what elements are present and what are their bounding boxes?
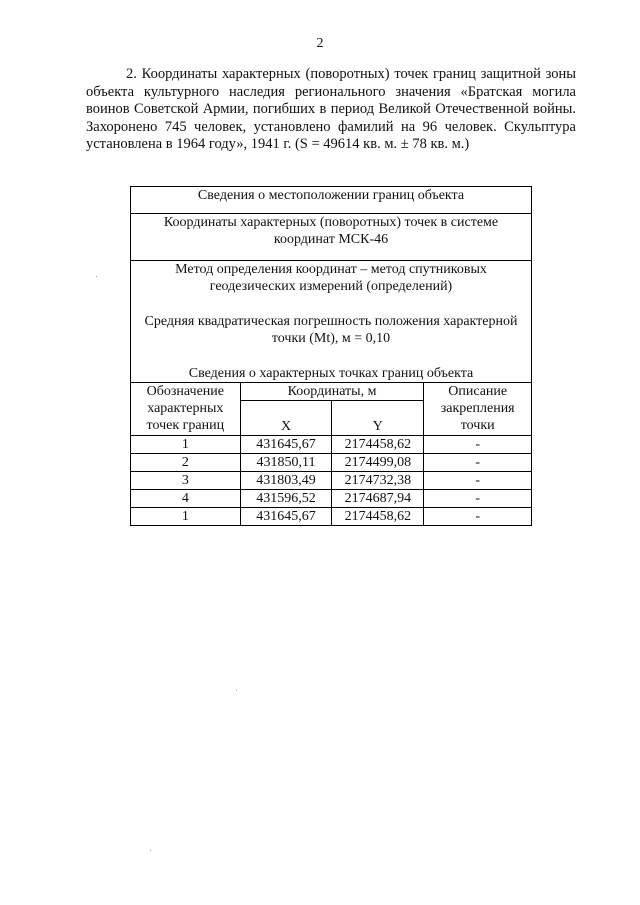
point-y: 2174458,62 bbox=[332, 508, 424, 526]
table-row bbox=[131, 436, 532, 454]
table-row bbox=[131, 508, 532, 526]
scan-speck bbox=[150, 850, 151, 851]
point-label: 2 bbox=[131, 454, 241, 472]
accuracy-text: Средняя квадратическая погрешность положения характерной точки (Mt), м = 0,10 bbox=[144, 314, 518, 346]
point-desc: - bbox=[424, 454, 532, 472]
col-coords-header: Координаты, м bbox=[240, 383, 424, 401]
scan-speck bbox=[96, 276, 97, 277]
point-label: 3 bbox=[131, 472, 241, 490]
location-info-header: Сведения о местоположении границ объекта bbox=[131, 187, 532, 214]
method-cell bbox=[131, 261, 532, 383]
scan-speck bbox=[236, 690, 237, 691]
col-x-header: X bbox=[240, 401, 332, 436]
point-desc: - bbox=[424, 508, 532, 526]
col-desc-header: Описание закрепления точки bbox=[424, 383, 532, 436]
column-header-row bbox=[131, 383, 532, 401]
boundary-table bbox=[130, 186, 532, 526]
point-y: 2174732,38 bbox=[332, 472, 424, 490]
coordinates-paragraph: 2. Координаты характерных (поворотных) точек границ защитной зоны объекта культурного наследия регионального значения «Братская могила воинов Советской Армии, погибших в период Великой Отечественной войны. Захоронено 745 человек, установлено фамилий на 96 человек. Скульптура установлена в 1964 году», 1941 г. (S = 49614 кв. м. ± 78 кв. м.) bbox=[86, 66, 576, 152]
col-y-header: Y bbox=[332, 401, 424, 436]
point-y: 2174458,62 bbox=[332, 436, 424, 454]
col-label-header: Обозначение характерных точек границ bbox=[131, 383, 241, 436]
method-text: Метод определения координат – метод спутниковых геодезических измерений (определений) bbox=[175, 262, 487, 294]
point-label: 1 bbox=[131, 436, 241, 454]
table-header-row bbox=[131, 187, 532, 214]
point-x: 431645,67 bbox=[240, 508, 332, 526]
point-x: 431850,11 bbox=[240, 454, 332, 472]
point-x: 431645,67 bbox=[240, 436, 332, 454]
coordinate-system-header: Координаты характерных (поворотных) точек в системе координат МСК-46 bbox=[131, 214, 532, 261]
point-desc: - bbox=[424, 436, 532, 454]
point-y: 2174499,08 bbox=[332, 454, 424, 472]
point-y: 2174687,94 bbox=[332, 490, 424, 508]
page-number: 2 bbox=[316, 36, 324, 51]
point-desc: - bbox=[424, 490, 532, 508]
point-desc: - bbox=[424, 472, 532, 490]
point-x: 431596,52 bbox=[240, 490, 332, 508]
table-row bbox=[131, 490, 532, 508]
points-info-text: Сведения о характерных точках границ объекта bbox=[188, 366, 474, 381]
point-label: 1 bbox=[131, 508, 241, 526]
point-x: 431803,49 bbox=[240, 472, 332, 490]
point-label: 4 bbox=[131, 490, 241, 508]
coordinate-system-row bbox=[131, 214, 532, 261]
table-row bbox=[131, 472, 532, 490]
method-row bbox=[131, 261, 532, 383]
table-row bbox=[131, 454, 532, 472]
